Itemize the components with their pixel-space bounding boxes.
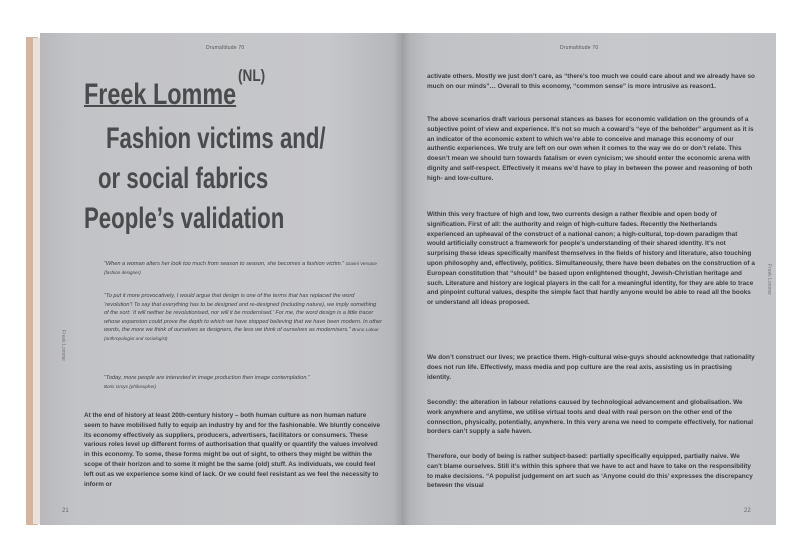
paragraph: activate others. Mostly we just don’t care, as “there’s too much we could care about and we already have so much on our minds”… Overall to this economy, “common sense” is more intrusive as reason1. [427, 73, 755, 90]
quote-versace [104, 260, 382, 277]
title-line-2: or social fabrics [98, 162, 269, 195]
quote-text: “Today, more people are interested in image production then image contemplation.” [104, 375, 310, 381]
right-side-label: Freek Lomme [766, 264, 772, 295]
quote-source: Boris Groys (philosopher) [104, 383, 157, 389]
quote-text: “To put it more provocatively, I would argue that design is one of the terms that has replaced the word ‘revolution’! To say that everything has to be designed and re-designed (including nature), we imply something of the sort: ‘it will neither be revolutionised, nor will it be modernised.’ For me, the word design is a little tracer whose expansion could prove the depth to which we have stopped believing that we have been modern. In other words, the more we think of ourselves as designers, the less we think of ourselves as modernisers.” [104, 293, 383, 334]
paragraph: Within this very fracture of high and low, two currents design a rather flexible and open body of signification. First of all: the authority and reign of high-culture fades. Recently the Netherlands experienced an upheaval of the construct of a national canon; a high-cultural, top-down paradigm that would artificially construct a framework for people’s understanding of their shared identity. It’s not surprising these ideas specifically manifest themselves in the fields of history and literature, also touching upon philosophy and, effectively, politics. Simultaneously, there have been debates on the construction of a European constitution that “should” be based upon enlightened thought, Jewish-Christian heritage and such. Literature and history are logical players in the call for a meaningful identity, for they are able to trace and pinpoint cultural values, despite the simple fact that hardly anyone would be able to read all the books or understand all ideas proposed. [427, 211, 755, 307]
author-name: Freek Lomme [84, 78, 237, 111]
paragraph: Therefore, our body of being is rather subject-based: partially specifically equipped, partially naive. We can’t blame ourselves. Still it’s within this sphere that we have to act and have to take on the responsibility to make decisions. “A populist judgement on art such as ‘Anyone could do this’ expresses the discrepancy between the visual [427, 453, 753, 490]
left-running-head: Drumaltitude 70 [206, 45, 245, 51]
gutter-shadow [394, 33, 410, 525]
quote-source: Bruno Latour (anthropologist and sociologist) [104, 327, 379, 341]
quote-source: Gianni Versace (fashion designer) [104, 261, 377, 275]
right-running-head: Drumaltitude 70 [560, 45, 599, 51]
paragraph: We don’t construct our lives; we practice them. High-cultural wise-guys should acknowledge that rationality does not run life. Effectively, mass media and pop culture are the real axis, assisting us in practising identity. [427, 354, 755, 381]
quote-text: “When a woman alters her look too much from season to season, she becomes a fashion victim.” [104, 261, 345, 267]
quote-latour [104, 292, 382, 344]
author-country: (NL) [238, 66, 266, 85]
title-line-3: People’s validation [84, 202, 285, 235]
quote-groys [104, 374, 382, 391]
left-body-text: At the end of history at least 20th-century history – both human culture as non human nature seem to have mobilised fully to equip an industry by and for the fashionable. We bluntly conceive its economy effectively as suppliers, producers, advertisers, facilitators or consumers. These various roles level up different forms of authorisation that qualify or quantify the values involved in this economy. To some, these forms might be out of sight, to others they might be within the scope of their horizon and to some it might be the same (old) stuff. As individuals, we could feel left out as we experience some kind of lack. Or we could feel resistant as we feel the necessity to inform or [84, 412, 381, 488]
paragraph: The above scenarios draft various personal stances as bases for economic validation on the grounds of a subjective point of view and experience. It’s not so much a coward’s “eye of the beholder” argument as it is an indicator of the economic extent to which we’re able to conceive and manage this economy of our authentic experiences. We truly are left on our own when it comes to the way we do or don’t relate. This doesn’t mean we should turn towards fatalism or even cynicism; we should enter the economic arena with dignity and self-respect. Effectively it means we’d have to play in between the power and reasoning of both high- and low-culture. [427, 116, 754, 182]
right-page-number: 22 [744, 508, 751, 514]
paragraph: Secondly: the alteration in labour relations caused by technological advancement and globalisation. We work anywhere and anytime, we utilise virtual tools and deal with real person on the other end of the connection, physically, potentially, anywhere. In this very arena we need to compete effectively, for national borders can’t supply a safe haven. [427, 399, 754, 436]
left-side-label: Freek Lomme [60, 330, 66, 361]
title-line-1: Fashion victims and/ [106, 122, 326, 155]
left-page-number: 21 [62, 508, 69, 514]
